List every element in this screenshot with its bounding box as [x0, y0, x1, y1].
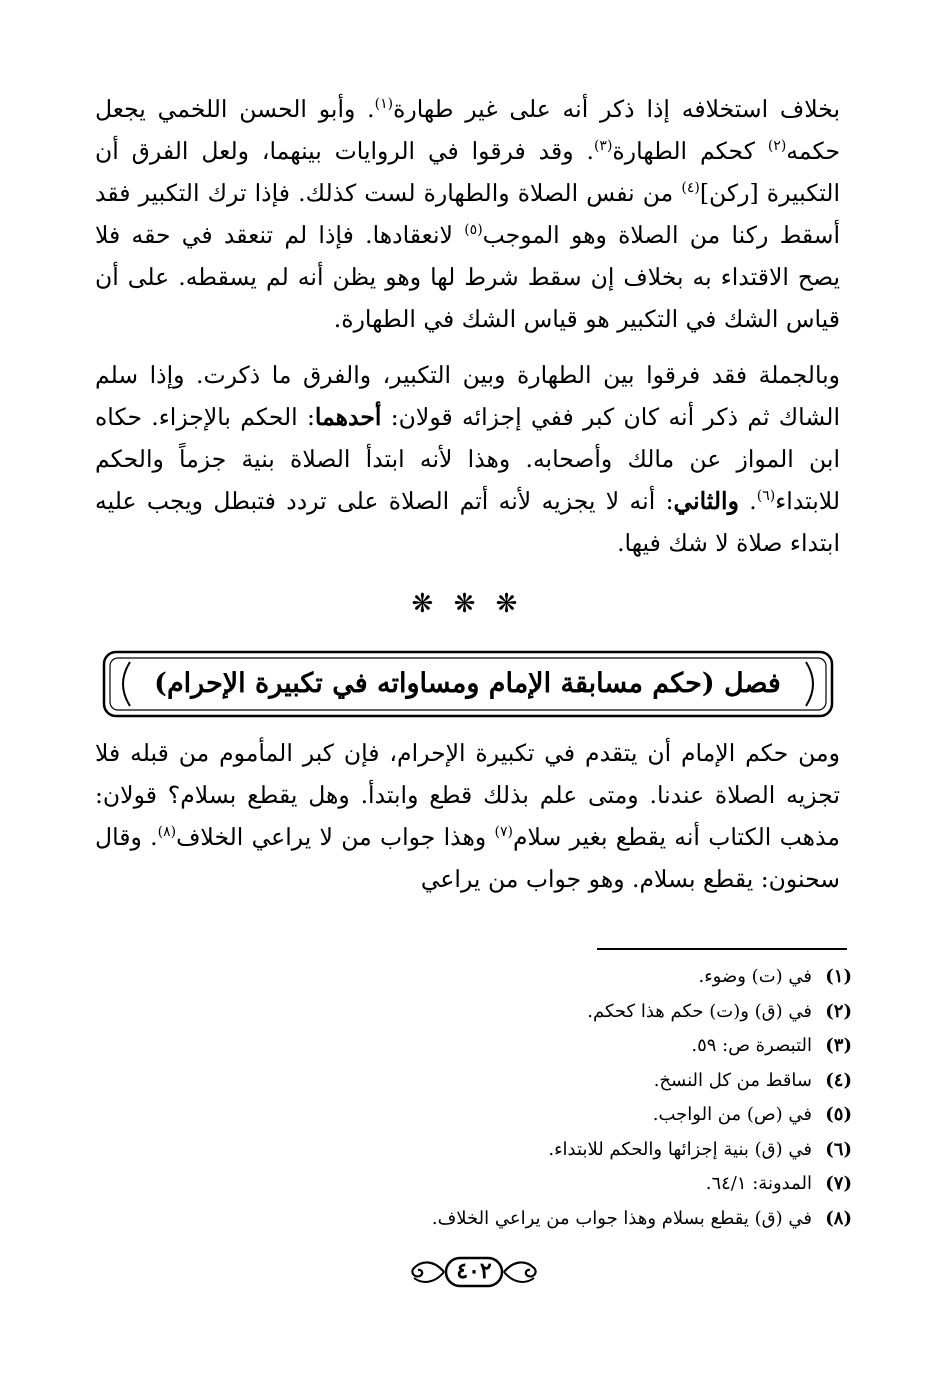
- page-body: [95, 88, 840, 900]
- footnote-text: في (ق) يقطع بسلام وهذا جواب من يراعي الخلاف.: [431, 1207, 812, 1229]
- footnote-ref[interactable]: (٨): [157, 824, 177, 840]
- footnote-number: (٦): [825, 1138, 852, 1160]
- footnotes-list: [100, 960, 852, 1236]
- footnote-item: [100, 1167, 852, 1202]
- paragraph-1: [95, 88, 840, 340]
- footnote-ref[interactable]: (٥): [464, 222, 483, 238]
- bold-term: والثاني: [673, 487, 739, 515]
- page-number-ornament: [404, 1252, 544, 1292]
- footnote-item: [100, 995, 852, 1030]
- text-segment: بخلاف استخلافه إذا ذكر أنه على غير طهارة: [393, 95, 840, 123]
- footnote-number: (٧): [825, 1173, 852, 1194]
- text-segment: وهذا جواب من لا يراعي الخلاف: [176, 823, 495, 851]
- section-separator: ❋ ❋ ❋: [411, 589, 524, 619]
- footnote-number: (٤): [825, 1069, 852, 1091]
- footnote-item: [100, 1064, 852, 1099]
- footnote-divider: [597, 948, 847, 950]
- footnote-item: [100, 1098, 852, 1133]
- footnote-text: ساقط من كل النسخ.: [653, 1069, 812, 1091]
- text-segment: .: [738, 487, 757, 515]
- paragraph-3: [95, 732, 840, 900]
- footnote-item: [100, 960, 852, 995]
- section-heading: فصل (حكم مسابقة الإمام ومساواته في تكبيرة الإحرام): [154, 668, 781, 699]
- text-segment: : أنه لا يجزيه لأنه أتم الصلاة على تردد فتبطل ويجب عليه ابتداء صلاة لا شك فيها.: [95, 487, 840, 557]
- footnote-ref[interactable]: (١): [374, 96, 394, 112]
- text-segment: وبالجملة فقد فرقوا بين الطهارة وبين التكبير، والفرق ما ذكرت. وإذا سلم الشاك ثم ذكر أنه كان كبر ففي إجزائه قولان:: [95, 361, 840, 431]
- footnote-ref[interactable]: (٣): [593, 138, 613, 154]
- footnote-ref[interactable]: (٤): [681, 180, 700, 196]
- text-segment: من نفس الصلاة والطهارة لست كذلك. فإذا ترك التكبير فقد أسقط ركنا من الصلاة وهو الموجب: [95, 179, 840, 249]
- page-number: ٤٠٢: [456, 1258, 492, 1284]
- text-segment: . وقال سحنون: يقطع بسلام. وهو جواب من يراعي: [95, 823, 840, 893]
- footnote-text: في (ص) من الواجب.: [652, 1104, 812, 1125]
- footnote-number: (٢): [825, 1000, 852, 1022]
- footnote-number: (٥): [825, 1104, 852, 1125]
- text-segment: ومن حكم الإمام أن يتقدم في تكبيرة الإحرام، فإن كبر المأموم من قبله فلا تجزيه الصلاة عندنا. ومتى علم بذلك قطع وابتدأ. وهل يقطع بسلام؟ قولان: مذهب الكتاب أنه يقطع بغير سلام: [95, 739, 840, 851]
- footnote-ref[interactable]: (٦): [756, 488, 776, 504]
- footnote-item: [100, 1133, 852, 1168]
- footnote-number: (١): [825, 966, 852, 987]
- text-segment: : الحكم بالإجزاء. حكاه ابن المواز عن مالك وأصحابه. وهذا لأنه ابتدأ الصلاة بنية جزماً والحكم للابتداء: [95, 403, 840, 515]
- footnote-text: في (ق) و(ت) حكم هذا كحكم.: [587, 1000, 812, 1022]
- footnote-item: [100, 1202, 852, 1237]
- footnote-ref[interactable]: (٧): [494, 824, 513, 840]
- text-segment: لانعقادها. فإذا لم تنعقد في حقه فلا يصح الاقتداء به بخلاف إن سقط شرط لها وهو يظن أنه لم يسقطه. على أن قياس الشك في التكبير هو قياس الشك في الطهارة.: [95, 221, 840, 333]
- text-segment: . وقد فرقوا في الروايات بينهما، ولعل الفرق أن التكبيرة [ركن]: [95, 137, 840, 207]
- footnote-text: التبصرة ص: ٥٩.: [691, 1035, 812, 1056]
- footnote-text: المدونة: ٦٤/١.: [705, 1173, 812, 1194]
- text-segment: . وأبو الحسن اللخمي يجعل حكمه: [95, 95, 840, 165]
- footnote-number: (٣): [825, 1035, 852, 1056]
- text-segment: كحكم الطهارة: [612, 137, 768, 165]
- section-heading-frame: [102, 650, 834, 718]
- footnote-number: (٨): [825, 1207, 852, 1229]
- footnote-ref[interactable]: (٢): [767, 138, 787, 154]
- footnote-text: في (ق) بنية إجزائها والحكم للابتداء.: [548, 1138, 812, 1160]
- footnote-text: في (ت) وضوء.: [698, 966, 812, 987]
- paragraph-2: [95, 354, 840, 564]
- bold-term: أحدهما: [314, 403, 382, 431]
- footnote-item: [100, 1029, 852, 1064]
